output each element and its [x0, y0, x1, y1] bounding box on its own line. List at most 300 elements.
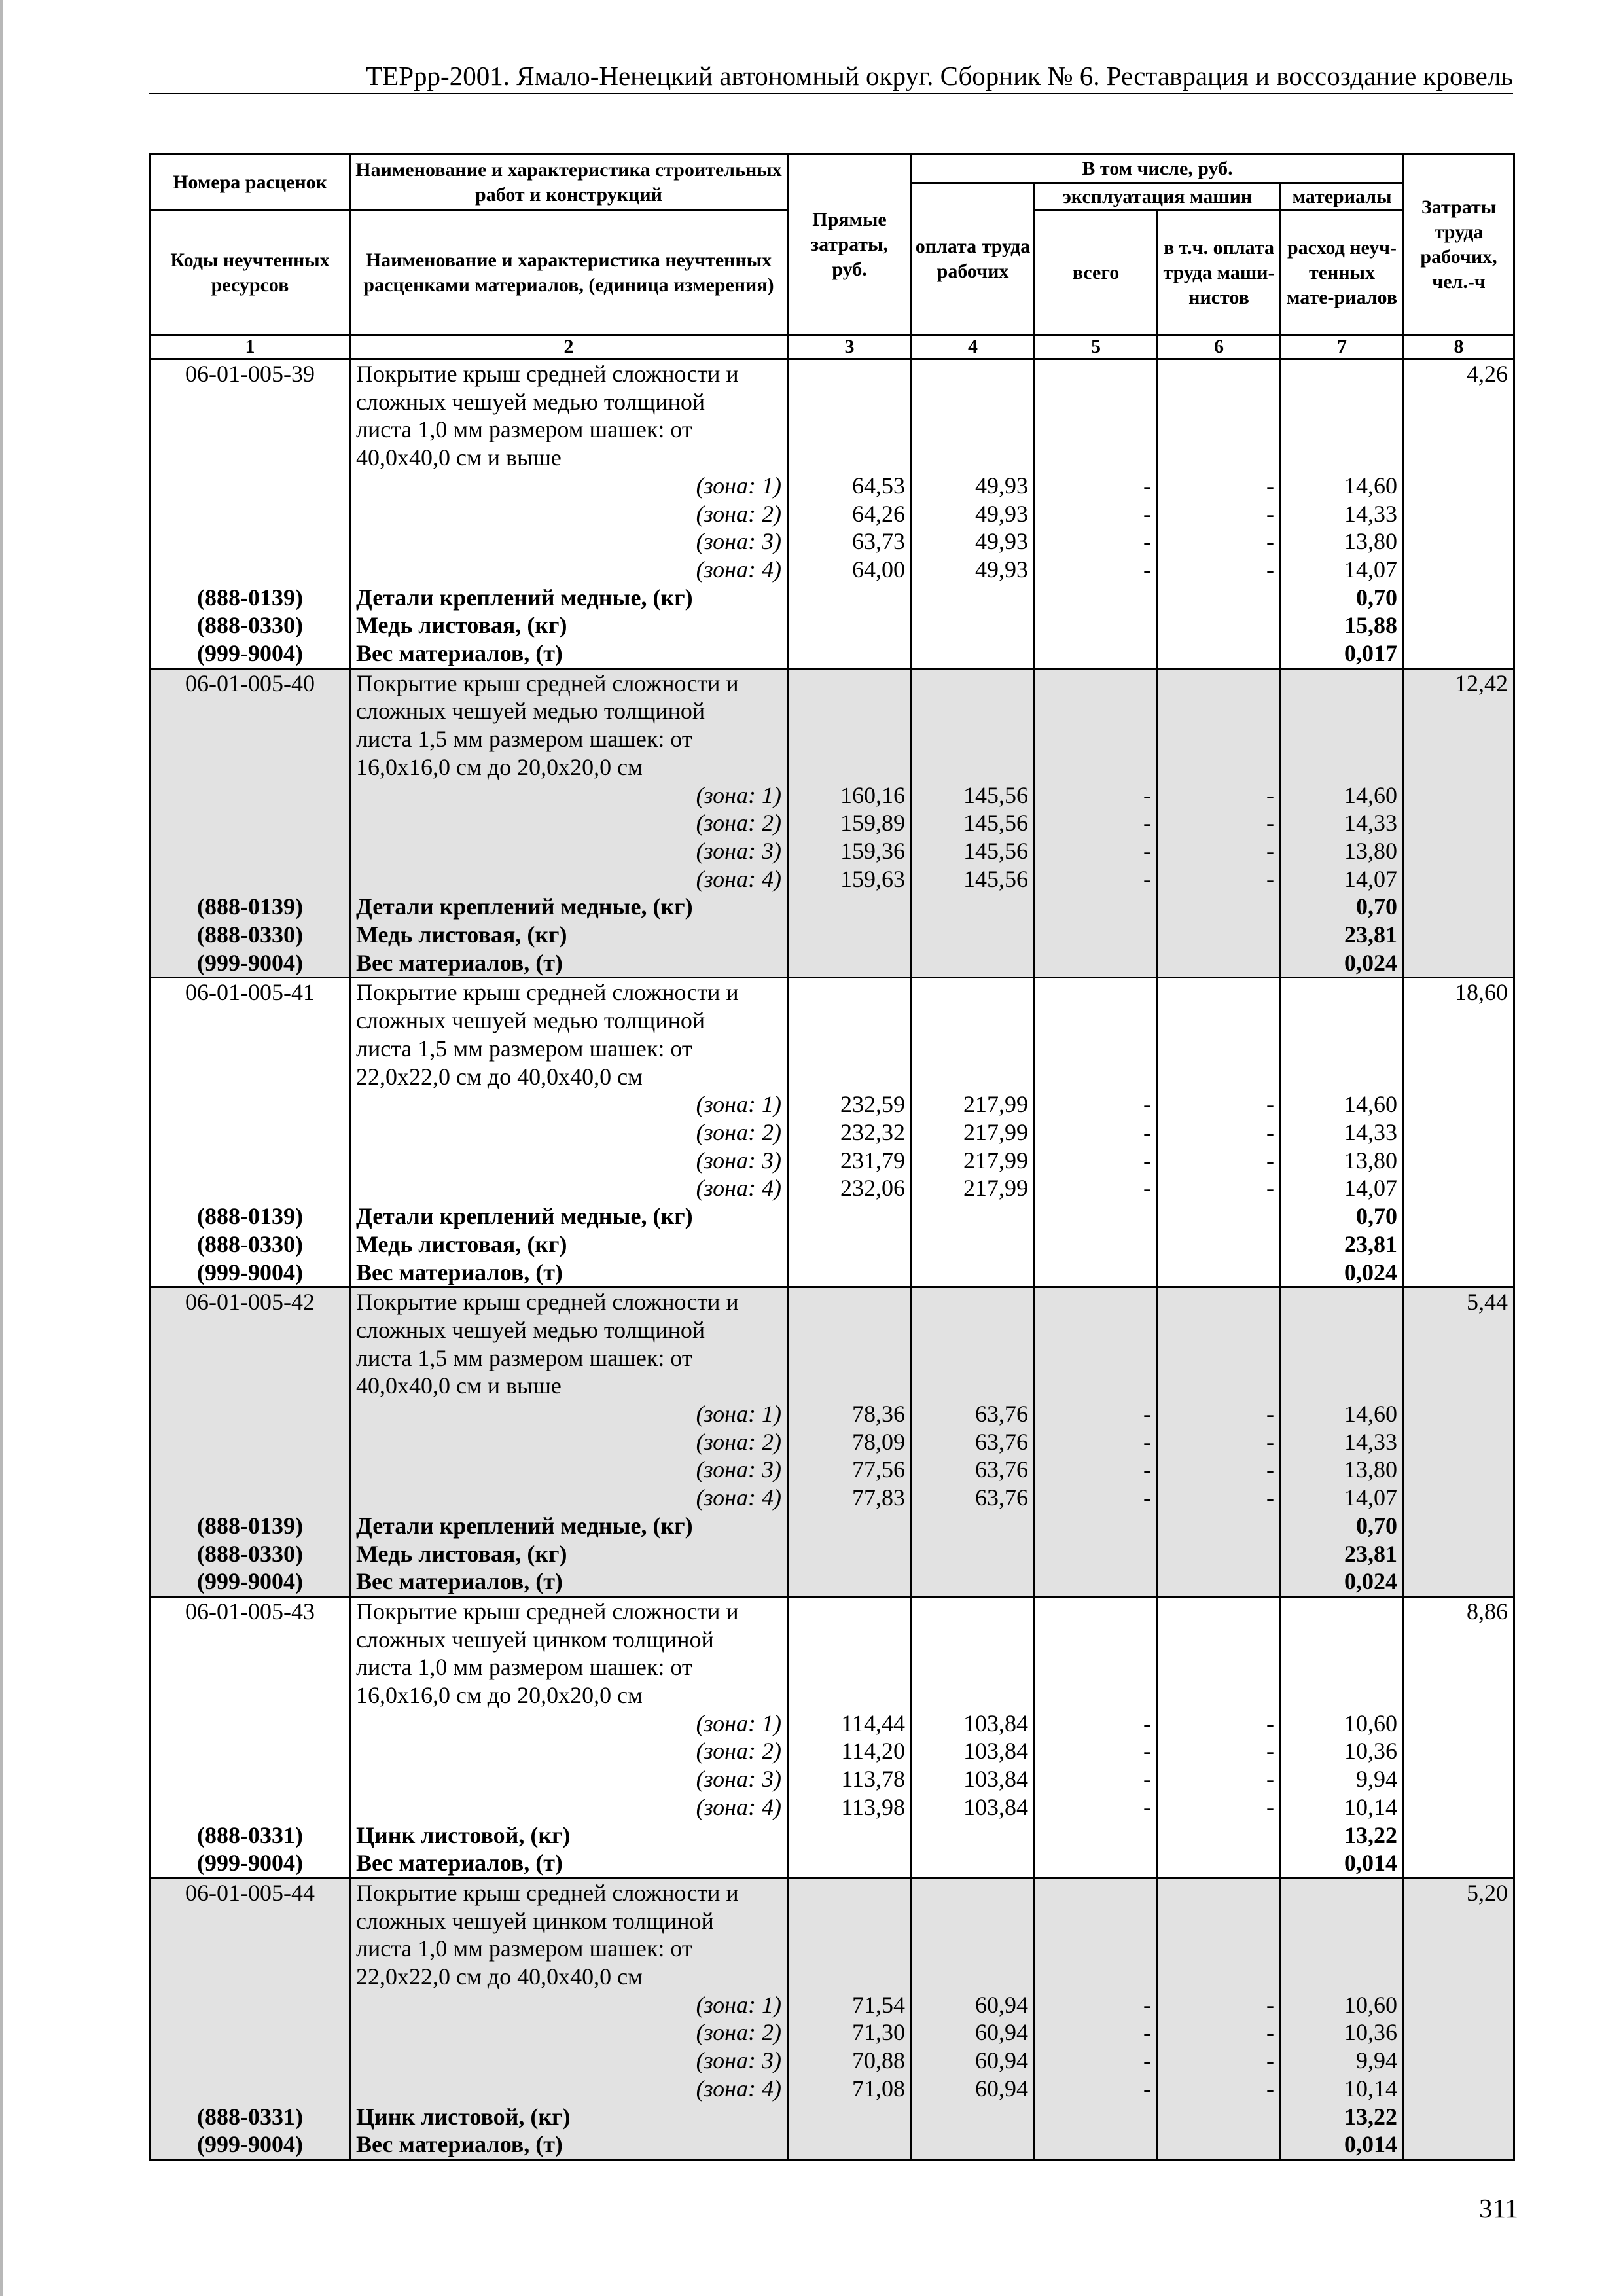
empty-cell: [151, 753, 350, 781]
resource-code: (888-0139): [151, 893, 350, 921]
resource-name: Вес материалов, (т): [350, 639, 788, 668]
resource-quantity: 13,22: [1281, 1821, 1404, 1850]
empty-cell: [912, 444, 1035, 472]
empty-cell: [1158, 1878, 1281, 1907]
rate-code: 06-01-005-40: [151, 668, 350, 697]
machinist-pay-value: -: [1158, 1484, 1281, 1512]
empty-cell: [1404, 1484, 1514, 1512]
empty-cell: [788, 611, 912, 639]
machinist-pay-value: -: [1158, 528, 1281, 556]
empty-cell: [912, 1259, 1035, 1287]
empty-cell: [1158, 1681, 1281, 1710]
labor-pay-value: 63,76: [912, 1400, 1035, 1428]
empty-cell: [788, 1035, 912, 1063]
empty-cell: [1404, 725, 1514, 753]
empty-cell: [912, 359, 1035, 388]
empty-cell: [1404, 1512, 1514, 1540]
empty-cell: [912, 611, 1035, 639]
resource-code: (999-9004): [151, 1259, 350, 1287]
empty-cell: [1404, 893, 1514, 921]
empty-cell: [1158, 1202, 1281, 1230]
empty-cell: [912, 1935, 1035, 1963]
labor-pay-value: 145,56: [912, 809, 1035, 837]
machine-total-value: -: [1035, 1484, 1158, 1512]
rate-description-line: 22,0х22,0 см до 40,0х40,0 см: [350, 1063, 788, 1091]
empty-cell: [1404, 753, 1514, 781]
empty-cell: [1404, 1147, 1514, 1175]
empty-cell: [912, 2130, 1035, 2159]
resource-quantity: 0,70: [1281, 1202, 1404, 1230]
table-head: [151, 154, 1514, 359]
resource-code: (888-0330): [151, 921, 350, 949]
empty-cell: [151, 1626, 350, 1654]
empty-cell: [912, 1821, 1035, 1850]
resource-row: [151, 1202, 1514, 1230]
zone-row: [151, 1710, 1514, 1738]
zone-row: [151, 1765, 1514, 1793]
resource-quantity: 0,014: [1281, 1849, 1404, 1878]
empty-cell: [788, 697, 912, 725]
machine-total-value: -: [1035, 1710, 1158, 1738]
empty-cell: [151, 1035, 350, 1063]
machinist-pay-value: -: [1158, 556, 1281, 584]
empty-cell: [151, 1428, 350, 1456]
empty-cell: [1404, 837, 1514, 865]
empty-cell: [1035, 2130, 1158, 2159]
rate-description-line: листа 1,0 мм размером шашек: от: [350, 416, 788, 444]
direct-costs-value: 159,63: [788, 865, 912, 893]
zone-label: (зона: 2): [350, 809, 788, 837]
empty-cell: [1404, 2018, 1514, 2047]
machine-total-value: -: [1035, 1737, 1158, 1765]
machinist-pay-value: -: [1158, 1793, 1281, 1821]
empty-cell: [1404, 1991, 1514, 2019]
empty-cell: [912, 1963, 1035, 1991]
resource-code: (888-0139): [151, 584, 350, 612]
machinist-pay-value: -: [1158, 1710, 1281, 1738]
empty-cell: [151, 1119, 350, 1147]
empty-cell: [788, 2130, 912, 2159]
resource-name: Вес материалов, (т): [350, 949, 788, 978]
resource-quantity: 0,024: [1281, 949, 1404, 978]
machine-total-value: -: [1035, 528, 1158, 556]
empty-cell: [912, 1230, 1035, 1259]
empty-cell: [788, 1287, 912, 1316]
materials-value: 14,33: [1281, 1119, 1404, 1147]
empty-cell: [912, 416, 1035, 444]
empty-cell: [1158, 1372, 1281, 1400]
empty-cell: [151, 1372, 350, 1400]
machinist-pay-value: -: [1158, 1737, 1281, 1765]
zone-label: (зона: 4): [350, 2075, 788, 2103]
empty-cell: [788, 1540, 912, 1568]
zone-label: (зона: 4): [350, 556, 788, 584]
rate-description-row: [151, 1316, 1514, 1344]
materials-value: 9,94: [1281, 2047, 1404, 2075]
empty-cell: [1035, 1907, 1158, 1935]
empty-cell: [1404, 697, 1514, 725]
empty-cell: [788, 949, 912, 978]
zone-row: [151, 556, 1514, 584]
resource-quantity: 15,88: [1281, 611, 1404, 639]
empty-cell: [1158, 725, 1281, 753]
zone-label: (зона: 4): [350, 1793, 788, 1821]
empty-cell: [912, 1035, 1035, 1063]
labor-pay-value: 60,94: [912, 2018, 1035, 2047]
empty-cell: [1404, 2103, 1514, 2131]
empty-cell: [1158, 2130, 1281, 2159]
resource-codes-header: Коды неучтенных ресурсов: [151, 211, 350, 335]
empty-cell: [1158, 1849, 1281, 1878]
machinist-pay-value: -: [1158, 1147, 1281, 1175]
zone-label: (зона: 1): [350, 1090, 788, 1119]
empty-cell: [788, 1230, 912, 1259]
material-names-header: Наименование и характеристика неучтенных расценками материалов, (единица измерения): [350, 211, 788, 335]
resource-quantity: 23,81: [1281, 921, 1404, 949]
zone-row: [151, 1400, 1514, 1428]
machinist-pay-value: -: [1158, 1174, 1281, 1202]
empty-cell: [788, 1063, 912, 1091]
empty-cell: [1158, 444, 1281, 472]
resource-name: Детали креплений медные, (кг): [350, 584, 788, 612]
direct-costs-value: 64,00: [788, 556, 912, 584]
empty-cell: [1404, 1653, 1514, 1681]
empty-cell: [1035, 1512, 1158, 1540]
empty-cell: [1035, 1035, 1158, 1063]
rate-description-row: [151, 359, 1514, 388]
empty-cell: [1158, 584, 1281, 612]
rate-description-row: [151, 1907, 1514, 1935]
rate-description-line: сложных чешуей цинком толщиной: [350, 1626, 788, 1654]
rate-description-line: Покрытие крыш средней сложности и: [350, 1878, 788, 1907]
empty-cell: [151, 1653, 350, 1681]
rate-description-line: 16,0х16,0 см до 20,0х20,0 см: [350, 753, 788, 781]
empty-cell: [151, 1400, 350, 1428]
materials-value: 13,80: [1281, 528, 1404, 556]
empty-cell: [912, 1568, 1035, 1596]
empty-cell: [151, 1737, 350, 1765]
zone-row: [151, 1119, 1514, 1147]
zone-row: [151, 1737, 1514, 1765]
resource-row: [151, 893, 1514, 921]
empty-cell: [912, 584, 1035, 612]
empty-cell: [1404, 1821, 1514, 1850]
empty-cell: [912, 921, 1035, 949]
zone-label: (зона: 2): [350, 1737, 788, 1765]
empty-cell: [1035, 1202, 1158, 1230]
empty-cell: [788, 1596, 912, 1625]
zone-row: [151, 500, 1514, 528]
empty-cell: [788, 1372, 912, 1400]
empty-cell: [1404, 1765, 1514, 1793]
empty-cell: [1281, 416, 1404, 444]
labor-pay-value: 103,84: [912, 1793, 1035, 1821]
resource-quantity: 23,81: [1281, 1230, 1404, 1259]
empty-cell: [1404, 1174, 1514, 1202]
empty-cell: [151, 697, 350, 725]
empty-cell: [1404, 2130, 1514, 2159]
labor-costs-value: 4,26: [1404, 359, 1514, 388]
resource-name: Цинк листовой, (кг): [350, 2103, 788, 2131]
labor-costs-header: Затраты труда рабочих, чел.-ч: [1404, 154, 1514, 335]
empty-cell: [1404, 416, 1514, 444]
rate-description-row: [151, 1626, 1514, 1654]
empty-cell: [1404, 1090, 1514, 1119]
empty-cell: [912, 1007, 1035, 1035]
rate-description-line: 16,0х16,0 см до 20,0х20,0 см: [350, 1681, 788, 1710]
zone-label: (зона: 2): [350, 1119, 788, 1147]
empty-cell: [912, 1907, 1035, 1935]
resource-name: Детали креплений медные, (кг): [350, 893, 788, 921]
empty-cell: [1035, 697, 1158, 725]
column-number: 3: [788, 335, 912, 359]
direct-costs-value: 64,53: [788, 472, 912, 500]
empty-cell: [1404, 584, 1514, 612]
rate-description-row: [151, 697, 1514, 725]
resource-quantity: 0,017: [1281, 639, 1404, 668]
empty-cell: [788, 978, 912, 1007]
empty-cell: [912, 1202, 1035, 1230]
column-number: 6: [1158, 335, 1281, 359]
rate-description-line: Покрытие крыш средней сложности и: [350, 1287, 788, 1316]
resource-row: [151, 2130, 1514, 2159]
rate-description-line: сложных чешуей медью толщиной: [350, 388, 788, 416]
empty-cell: [1281, 753, 1404, 781]
machine-total-value: -: [1035, 837, 1158, 865]
empty-cell: [788, 1626, 912, 1654]
resource-name: Медь листовая, (кг): [350, 611, 788, 639]
empty-cell: [1404, 1316, 1514, 1344]
rate-description-line: сложных чешуей медью толщиной: [350, 1007, 788, 1035]
rate-description-row: [151, 725, 1514, 753]
direct-costs-value: 71,30: [788, 2018, 912, 2047]
empty-cell: [1281, 1653, 1404, 1681]
rate-code: 06-01-005-44: [151, 1878, 350, 1907]
empty-cell: [1035, 1626, 1158, 1654]
empty-cell: [1035, 893, 1158, 921]
machine-total-header: всего: [1035, 211, 1158, 335]
materials-value: 14,33: [1281, 809, 1404, 837]
empty-cell: [788, 1512, 912, 1540]
resource-code: (888-0331): [151, 1821, 350, 1850]
column-number: 1: [151, 335, 350, 359]
empty-cell: [1158, 611, 1281, 639]
labor-pay-value: 145,56: [912, 865, 1035, 893]
empty-cell: [1404, 1063, 1514, 1091]
including-header: В том числе, руб.: [912, 154, 1404, 183]
resource-row: [151, 1540, 1514, 1568]
empty-cell: [151, 781, 350, 810]
materials-value: 10,36: [1281, 2018, 1404, 2047]
page-header: ТЕРрр-2001. Ямало-Ненецкий автономный округ. Сборник № 6. Реставрация и воссоздание кровель: [149, 59, 1513, 94]
empty-cell: [1281, 1626, 1404, 1654]
empty-cell: [912, 978, 1035, 1007]
empty-cell: [1404, 1230, 1514, 1259]
labor-pay-value: 63,76: [912, 1456, 1035, 1484]
empty-cell: [151, 1681, 350, 1710]
resource-name: Медь листовая, (кг): [350, 1230, 788, 1259]
empty-cell: [151, 837, 350, 865]
rate-block: [151, 668, 1514, 978]
labor-costs-value: 5,44: [1404, 1287, 1514, 1316]
empty-cell: [788, 921, 912, 949]
empty-cell: [1404, 2047, 1514, 2075]
empty-cell: [151, 388, 350, 416]
empty-cell: [912, 1653, 1035, 1681]
rate-description-line: сложных чешуей медью толщиной: [350, 697, 788, 725]
empty-cell: [151, 1907, 350, 1935]
empty-cell: [788, 388, 912, 416]
empty-cell: [1158, 1316, 1281, 1344]
empty-cell: [1158, 1007, 1281, 1035]
empty-cell: [788, 639, 912, 668]
empty-cell: [151, 1484, 350, 1512]
machine-total-value: -: [1035, 1765, 1158, 1793]
zone-row: [151, 865, 1514, 893]
zone-label: (зона: 3): [350, 2047, 788, 2075]
empty-cell: [1035, 1935, 1158, 1963]
materials-value: 10,14: [1281, 1793, 1404, 1821]
empty-cell: [1035, 668, 1158, 697]
empty-cell: [1404, 1007, 1514, 1035]
empty-cell: [151, 2047, 350, 2075]
column-number: 8: [1404, 335, 1514, 359]
empty-cell: [1404, 388, 1514, 416]
page-number: 311: [1479, 2193, 1518, 2223]
empty-cell: [1158, 1259, 1281, 1287]
materials-value: 14,33: [1281, 1428, 1404, 1456]
resource-row: [151, 1230, 1514, 1259]
empty-cell: [788, 1849, 912, 1878]
direct-costs-value: 77,83: [788, 1484, 912, 1512]
empty-cell: [1281, 1907, 1404, 1935]
empty-cell: [151, 500, 350, 528]
zone-label: (зона: 1): [350, 1400, 788, 1428]
machinist-pay-header: в т.ч. оплата труда маши-нистов: [1158, 211, 1281, 335]
empty-cell: [151, 1063, 350, 1091]
rate-code: 06-01-005-43: [151, 1596, 350, 1625]
machinist-pay-value: -: [1158, 781, 1281, 810]
empty-cell: [788, 1963, 912, 1991]
zone-label: (зона: 4): [350, 1484, 788, 1512]
resource-code: (999-9004): [151, 2130, 350, 2159]
empty-cell: [1035, 1372, 1158, 1400]
rates-table: [149, 153, 1515, 2161]
empty-cell: [151, 528, 350, 556]
machine-total-value: -: [1035, 2018, 1158, 2047]
empty-cell: [1404, 500, 1514, 528]
rate-description-row: [151, 1007, 1514, 1035]
empty-cell: [912, 893, 1035, 921]
empty-cell: [151, 1710, 350, 1738]
rate-description-row: [151, 388, 1514, 416]
empty-cell: [1035, 611, 1158, 639]
direct-costs-value: 232,59: [788, 1090, 912, 1119]
resource-code: (999-9004): [151, 639, 350, 668]
rate-description-row: [151, 1653, 1514, 1681]
materials-value: 14,07: [1281, 1484, 1404, 1512]
empty-cell: [788, 1935, 912, 1963]
resource-name: Медь листовая, (кг): [350, 921, 788, 949]
empty-cell: [912, 949, 1035, 978]
materials-value: 14,33: [1281, 500, 1404, 528]
empty-cell: [1035, 1063, 1158, 1091]
zone-label: (зона: 3): [350, 837, 788, 865]
empty-cell: [1404, 1849, 1514, 1878]
rate-code: 06-01-005-42: [151, 1287, 350, 1316]
resource-name: Вес материалов, (т): [350, 2130, 788, 2159]
materials-value: 14,60: [1281, 1090, 1404, 1119]
empty-cell: [1281, 668, 1404, 697]
rate-description-row: [151, 1344, 1514, 1372]
resource-quantity: 0,70: [1281, 893, 1404, 921]
rate-description-row: [151, 753, 1514, 781]
empty-cell: [788, 1316, 912, 1344]
empty-cell: [151, 444, 350, 472]
rate-description-row: [151, 1878, 1514, 1907]
zone-row: [151, 837, 1514, 865]
resource-code: (888-0330): [151, 1540, 350, 1568]
column-numbers-row: [151, 335, 1514, 359]
machinist-pay-value: -: [1158, 2075, 1281, 2103]
empty-cell: [1158, 1653, 1281, 1681]
direct-costs-header: Прямые затраты, руб.: [788, 154, 912, 335]
labor-pay-value: 49,93: [912, 500, 1035, 528]
zone-row: [151, 1456, 1514, 1484]
machinist-pay-value: -: [1158, 2047, 1281, 2075]
resource-code: (888-0330): [151, 1230, 350, 1259]
resource-code: (888-0331): [151, 2103, 350, 2131]
empty-cell: [1281, 697, 1404, 725]
column-number: 4: [912, 335, 1035, 359]
empty-cell: [1404, 1626, 1514, 1654]
rate-numbers-header: Номера расценок: [151, 154, 350, 211]
labor-pay-value: 217,99: [912, 1090, 1035, 1119]
empty-cell: [788, 1878, 912, 1907]
empty-cell: [1404, 1456, 1514, 1484]
materials-header: материалы: [1281, 183, 1404, 211]
zone-row: [151, 2018, 1514, 2047]
empty-cell: [1404, 865, 1514, 893]
rate-description-row: [151, 1287, 1514, 1316]
rate-description-line: листа 1,5 мм размером шашек: от: [350, 1344, 788, 1372]
empty-cell: [151, 1090, 350, 1119]
labor-costs-value: 18,60: [1404, 978, 1514, 1007]
empty-cell: [1035, 444, 1158, 472]
resource-code: (888-0139): [151, 1512, 350, 1540]
empty-cell: [1281, 388, 1404, 416]
zone-label: (зона: 1): [350, 1991, 788, 2019]
labor-pay-value: 145,56: [912, 837, 1035, 865]
empty-cell: [151, 1456, 350, 1484]
empty-cell: [151, 1935, 350, 1963]
rate-description-line: 40,0х40,0 см и выше: [350, 1372, 788, 1400]
machine-total-value: -: [1035, 1147, 1158, 1175]
zone-row: [151, 1991, 1514, 2019]
empty-cell: [151, 2075, 350, 2103]
direct-costs-value: 160,16: [788, 781, 912, 810]
empty-cell: [788, 668, 912, 697]
empty-cell: [788, 1681, 912, 1710]
empty-cell: [1404, 639, 1514, 668]
labor-pay-value: 60,94: [912, 2075, 1035, 2103]
rate-description-row: [151, 1935, 1514, 1963]
zone-row: [151, 528, 1514, 556]
machine-total-value: -: [1035, 1174, 1158, 1202]
resource-code: (888-0139): [151, 1202, 350, 1230]
resource-row: [151, 1821, 1514, 1850]
empty-cell: [151, 556, 350, 584]
